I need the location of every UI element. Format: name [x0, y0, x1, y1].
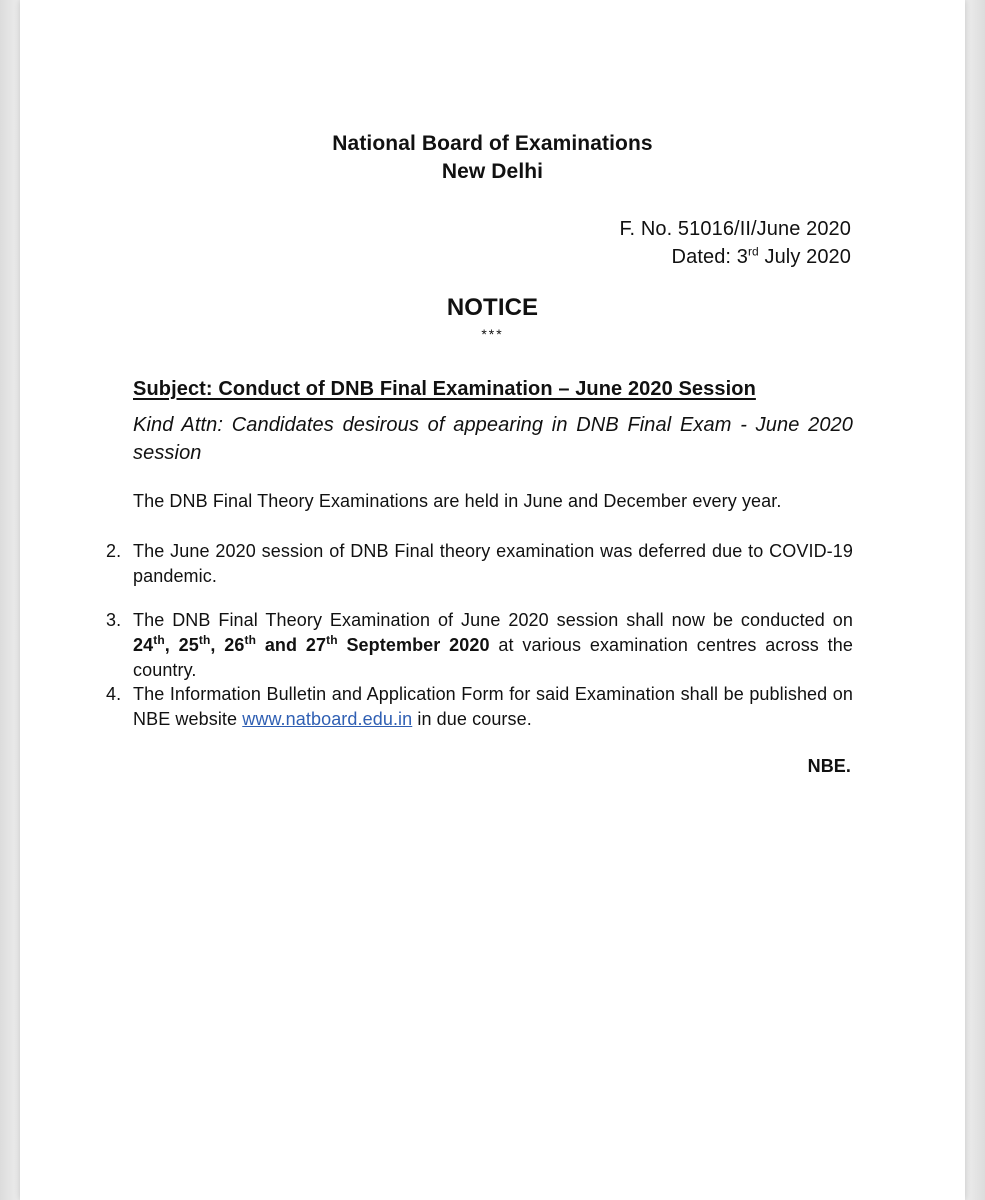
- list-item-4: [106, 682, 853, 732]
- subject-line: Subject: Conduct of DNB Final Examination – June 2020 Session: [133, 378, 756, 400]
- date-day: 27: [305, 635, 327, 655]
- file-number: F. No. 51016/II/June 2020: [619, 218, 851, 240]
- list-text: The June 2020 session of DNB Final theory examination was deferred due to COVID-19 pandemic.: [133, 541, 853, 586]
- date-ordinal: th: [153, 633, 165, 647]
- signature: NBE.: [807, 756, 851, 776]
- list-number: 3.: [106, 610, 122, 630]
- date-ordinal: th: [326, 633, 338, 647]
- dated-prefix: Dated: 3: [671, 246, 748, 268]
- date-separator: ,: [164, 635, 179, 655]
- date-day: 24: [133, 635, 154, 655]
- notice-title: NOTICE: [446, 294, 539, 321]
- organization-name: National Board of Examinations: [332, 132, 653, 155]
- letterhead: [20, 130, 965, 186]
- text-part: in due course.: [412, 709, 532, 729]
- list-text: [133, 608, 853, 683]
- paragraph-1: The DNB Final Theory Examinations are held in June and December every year.: [133, 491, 782, 511]
- list-item-2: [106, 539, 853, 589]
- dated-suffix: July 2020: [758, 246, 851, 268]
- date-ordinal: th: [244, 633, 257, 647]
- notice-stars: ***: [481, 326, 504, 342]
- date-day: 25: [178, 635, 199, 655]
- list-item-3: [106, 608, 853, 683]
- list-text: [133, 682, 853, 732]
- attention-line: Kind Attn: Candidates desirous of appearing in DNB Final Exam - June 2020 session: [133, 414, 853, 464]
- notice-content: [20, 0, 965, 1200]
- nbe-website-link[interactable]: www.natboard.edu.in: [242, 709, 413, 729]
- date-month-year: September 2020: [337, 635, 490, 655]
- date-separator: and: [256, 635, 306, 655]
- text-part: The Information Bulletin and Application Form for said Examination shall be published on NBE website: [133, 684, 853, 729]
- date-ordinal: th: [198, 633, 211, 647]
- organization-city: New Delhi: [441, 160, 544, 183]
- text-part: at various examination centres across the country.: [133, 635, 853, 680]
- list-number: 2.: [106, 541, 122, 561]
- dated-line: [619, 243, 851, 271]
- exam-dates: [133, 635, 490, 655]
- list-number: 4.: [106, 684, 122, 704]
- text-part: The DNB Final Theory Examination of June 2020 session shall now be conducted on: [133, 610, 853, 630]
- reference-block: [619, 215, 851, 271]
- date-day: 26: [224, 635, 245, 655]
- date-separator: ,: [210, 635, 225, 655]
- document-page: [20, 0, 965, 1200]
- dated-ordinal: rd: [747, 244, 759, 259]
